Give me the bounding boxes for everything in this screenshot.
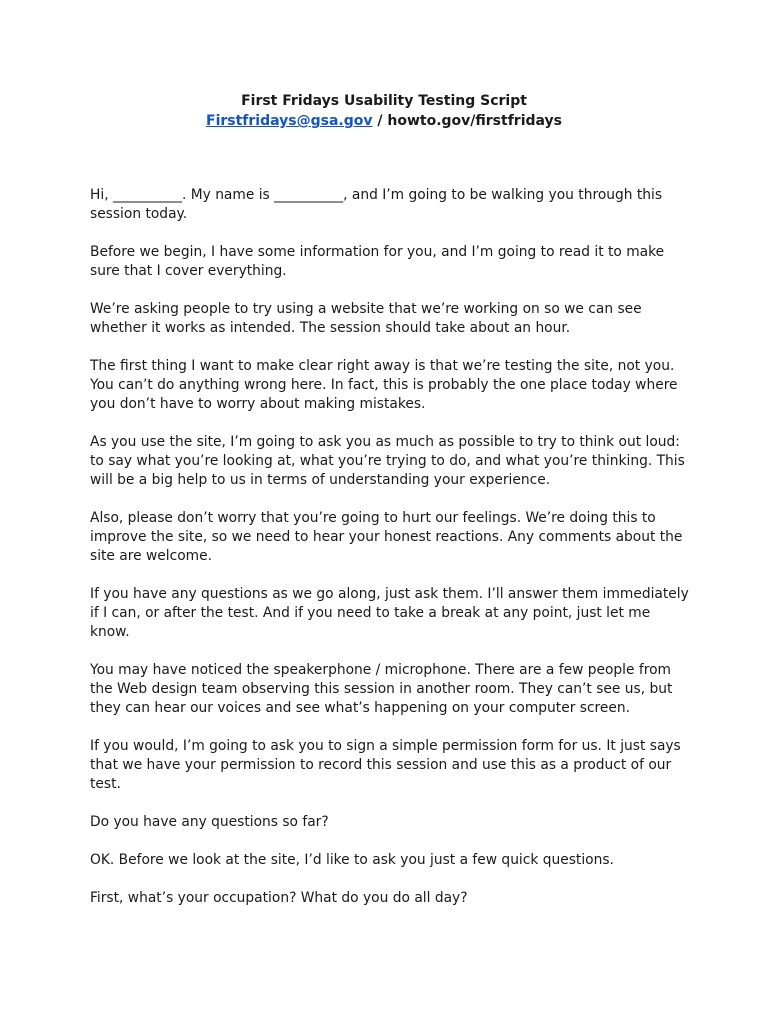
paragraph: We’re asking people to try using a website that we’re working on so we can see whether it works as intended. The session should take about an hour.: [90, 301, 642, 336]
paragraph: Before we begin, I have some information for you, and I’m going to read it to make sure that I cover everything.: [90, 244, 665, 279]
paragraph: Also, please don’t worry that you’re going to hurt our feelings. We’re doing this to improve the site, so we need to hear your honest reactions. Any comments about the site are welcome.: [90, 510, 683, 564]
paragraph: If you have any questions as we go along, just ask them. I’ll answer them immediately if I can, or after the test. And if you need to take a break at any point, just let me know.: [90, 586, 689, 640]
contact-separator: /: [372, 113, 388, 129]
paragraph: As you use the site, I’m going to ask you as much as possible to try to think out loud: to say what you’re looking at, what you’re trying to do, and what you’re thinking. This will be a big help to us in terms of understanding your experience.: [90, 434, 685, 488]
site-url: howto.gov/firstfridays: [387, 113, 562, 129]
script-body: [90, 186, 690, 927]
paragraph: Do you have any questions so far?: [90, 814, 329, 830]
contact-line: [0, 111, 768, 131]
paragraph: OK. Before we look at the site, I’d like to ask you just a few quick questions.: [90, 852, 614, 868]
paragraph: If you would, I’m going to ask you to sign a simple permission form for us. It just says that we have your permission to record this session and use this as a product of our test.: [90, 738, 681, 792]
paragraph: Hi, __________. My name is __________, and I’m going to be walking you through this session today.: [90, 187, 663, 222]
paragraph: The first thing I want to make clear right away is that we’re testing the site, not you. You can’t do anything wrong here. In fact, this is probably the one place today where you don’t have to worry about making mistakes.: [90, 358, 678, 412]
document-title: First Fridays Usability Testing Script: [241, 93, 527, 109]
document-header: [0, 91, 768, 131]
paragraph: You may have noticed the speakerphone / microphone. There are a few people from the Web design team observing this session in another room. They can’t see us, but they can hear our voices and see what’s happening on your computer screen.: [90, 662, 673, 716]
email-link[interactable]: Firstfridays@gsa.gov: [206, 113, 373, 129]
paragraph: First, what’s your occupation? What do you do all day?: [90, 890, 468, 906]
